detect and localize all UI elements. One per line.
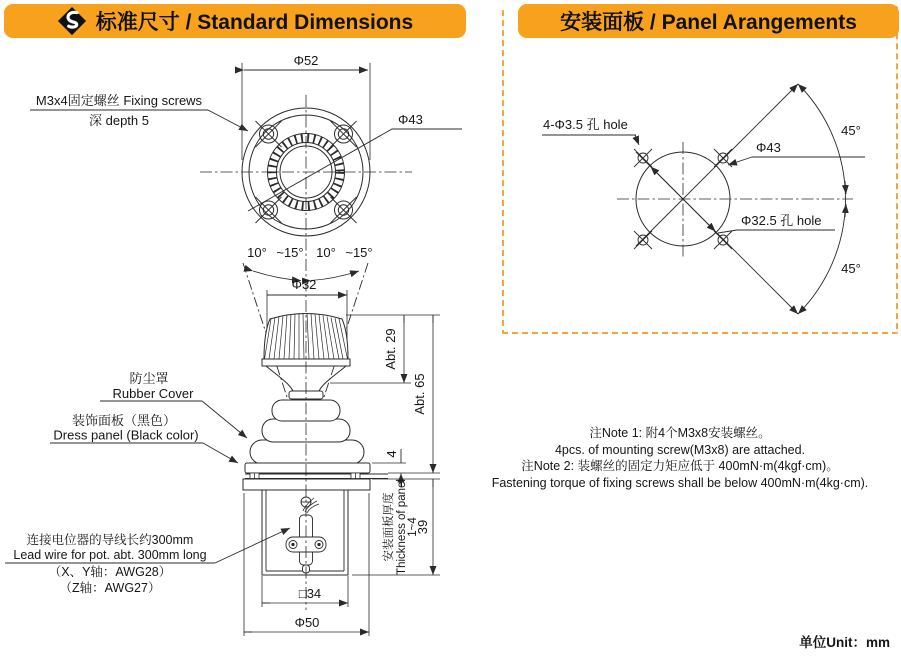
note-line-1: 注Note 1: 附4个M3x8安装螺丝。 (589, 426, 771, 440)
dim-39-label: 39 (415, 519, 430, 535)
rubber-cover-cn: 防尘罩 (129, 371, 169, 386)
panel-thickness-en: Thickness of panel (396, 479, 408, 575)
dim-phi43-label: Φ43 (756, 140, 781, 155)
lead-wire-z: （Z轴：AWG27） (59, 581, 161, 595)
dim-4-label: 4 (384, 450, 399, 458)
panel-cutout (617, 84, 853, 314)
dim-phi325-label: Φ32.5 孔 hole (741, 213, 822, 228)
panel-thickness-range: 1~4 (407, 517, 419, 537)
note-line-2: 4pcs. of mounting screw(M3x8) are attached. (554, 442, 806, 457)
dim-abt65-label: Abt. 65 (412, 373, 427, 415)
standard-dimensions-drawing (0, 45, 500, 660)
brand-diamond-icon (57, 6, 87, 36)
lead-wire-cn: 连接电位器的导线长约300mm (26, 533, 194, 547)
dress-panel-cn: 装饰面板（黑色） (71, 413, 177, 428)
fixing-screws-label: M3x4固定螺丝 Fixing screws (35, 93, 203, 108)
dim-phi52-label: Φ52 (293, 53, 319, 68)
angle-right-15: ~15° (345, 245, 373, 260)
mounting-notes (452, 425, 901, 491)
holes-label: 4-Φ3.5 孔 hole (543, 117, 628, 132)
angle-left-15: ~15° (276, 245, 304, 260)
joystick-top-view (30, 53, 462, 236)
unit-label: 单位Unit：mm (799, 635, 890, 650)
angle-right-10: 10° (316, 245, 336, 260)
panel-arrangement-drawing (505, 45, 901, 345)
dim-phi43-label: Φ43 (398, 112, 423, 127)
dress-panel-en: Dress panel (Black color) (53, 427, 199, 443)
lead-wire-xy: （X、Y轴：AWG28） (48, 565, 172, 579)
header-standard-dimensions (4, 4, 466, 38)
header-left-title: 标准尺寸 / Standard Dimensions (95, 11, 414, 34)
dim-phi32-label: Φ32 (291, 277, 317, 292)
angle-left-10: 10° (247, 245, 267, 260)
panel-cutout-labels (542, 117, 865, 276)
fixing-screws-depth-label: 深 depth 5 (89, 113, 149, 128)
header-panel-arrangements (518, 4, 899, 38)
header-right-title: 安装面板 / Panel Arangements (560, 11, 857, 34)
note-line-4: Fastening torque of fixing screws shall be below 400mN·m(4kg·cm). (491, 475, 869, 490)
angle-45-bottom: 45° (841, 261, 861, 276)
rubber-cover-en: Rubber Cover (112, 386, 194, 401)
dim-abt29-label: Abt. 29 (383, 328, 398, 370)
lead-wire-en: Lead wire for pot. abt. 300mm long (13, 548, 207, 562)
dim-sq34-label: □34 (298, 586, 322, 601)
panel-thickness-cn: 安装面板厚度 (383, 492, 395, 562)
dim-phi50-label: Φ50 (294, 615, 320, 630)
angle-45-top: 45° (841, 123, 861, 138)
note-line-3: 注Note 2: 装螺丝的固定力矩应低于 400mN·m(4kgf·cm)。 (521, 459, 839, 473)
